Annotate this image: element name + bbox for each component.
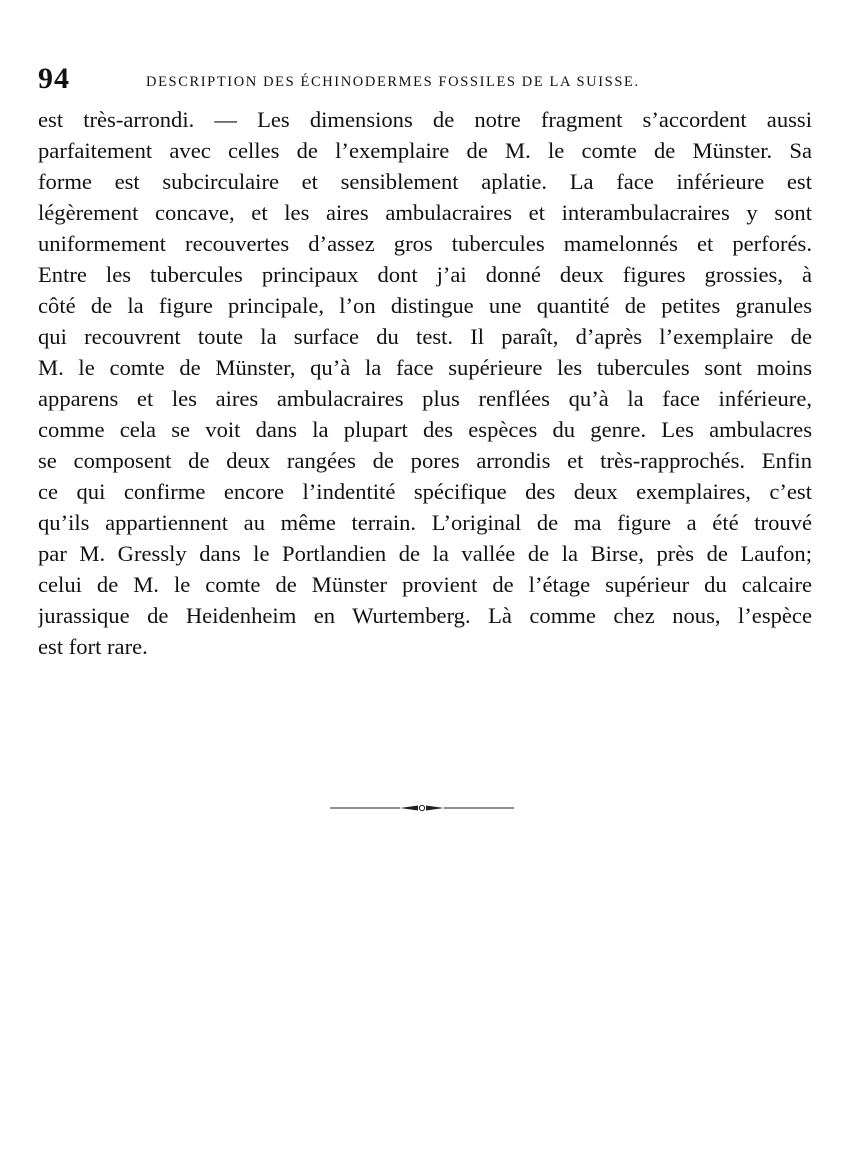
text-line: Entre les tubercules principaux dont j’ai donné deux figures grossies, à	[38, 262, 812, 287]
text-line: apparens et les aires ambulacraires plus renflées qu’à la face inférieure,	[38, 386, 812, 411]
end-ornament	[330, 801, 514, 815]
text-line: qu’ils appartiennent au même terrain. L’original de ma figure a été trouvé	[38, 510, 812, 535]
text-line: côté de la figure principale, l’on distingue une quantité de petites granules	[38, 293, 812, 318]
text-line: parfaitement avec celles de l’exemplaire de M. le comte de Münster. Sa	[38, 138, 812, 163]
text-line: uniformement recouvertes d’assez gros tubercules mamelonnés et perforés.	[38, 231, 812, 256]
running-head: DESCRIPTION DES ÉCHINODERMES FOSSILES DE LA SUISSE.	[146, 74, 640, 90]
text-line: M. le comte de Münster, qu’à la face supérieure les tubercules sont moins	[38, 355, 812, 380]
text-line: est très-arrondi. — Les dimensions de notre fragment s’accordent aussi	[38, 107, 812, 132]
text-line: légèrement concave, et les aires ambulacraires et interambulacraires y sont	[38, 200, 812, 225]
text-line: ce qui confirme encore l’indentité spécifique des deux exemplaires, c’est	[38, 479, 812, 504]
page-header	[38, 62, 818, 102]
text-line: est fort rare.	[38, 634, 148, 659]
text-line: celui de M. le comte de Münster provient de l’étage supérieur du calcaire	[38, 572, 812, 597]
text-line: forme est subcirculaire et sensiblement aplatie. La face inférieure est	[38, 169, 812, 194]
text-line: qui recouvrent toute la surface du test. Il paraît, d’après l’exemplaire de	[38, 324, 812, 349]
decorative-rule-icon	[330, 801, 514, 815]
text-line: jurassique de Heidenheim en Wurtemberg. Là comme chez nous, l’espèce	[38, 603, 812, 628]
text-line: comme cela se voit dans la plupart des espèces du genre. Les ambulacres	[38, 417, 812, 442]
text-line: se composent de deux rangées de pores arrondis et très-rapprochés. Enfin	[38, 448, 812, 473]
page-number: 94	[38, 62, 70, 95]
text-line: par M. Gressly dans le Portlandien de la vallée de la Birse, près de Laufon;	[38, 541, 812, 566]
body-paragraph	[38, 104, 812, 662]
